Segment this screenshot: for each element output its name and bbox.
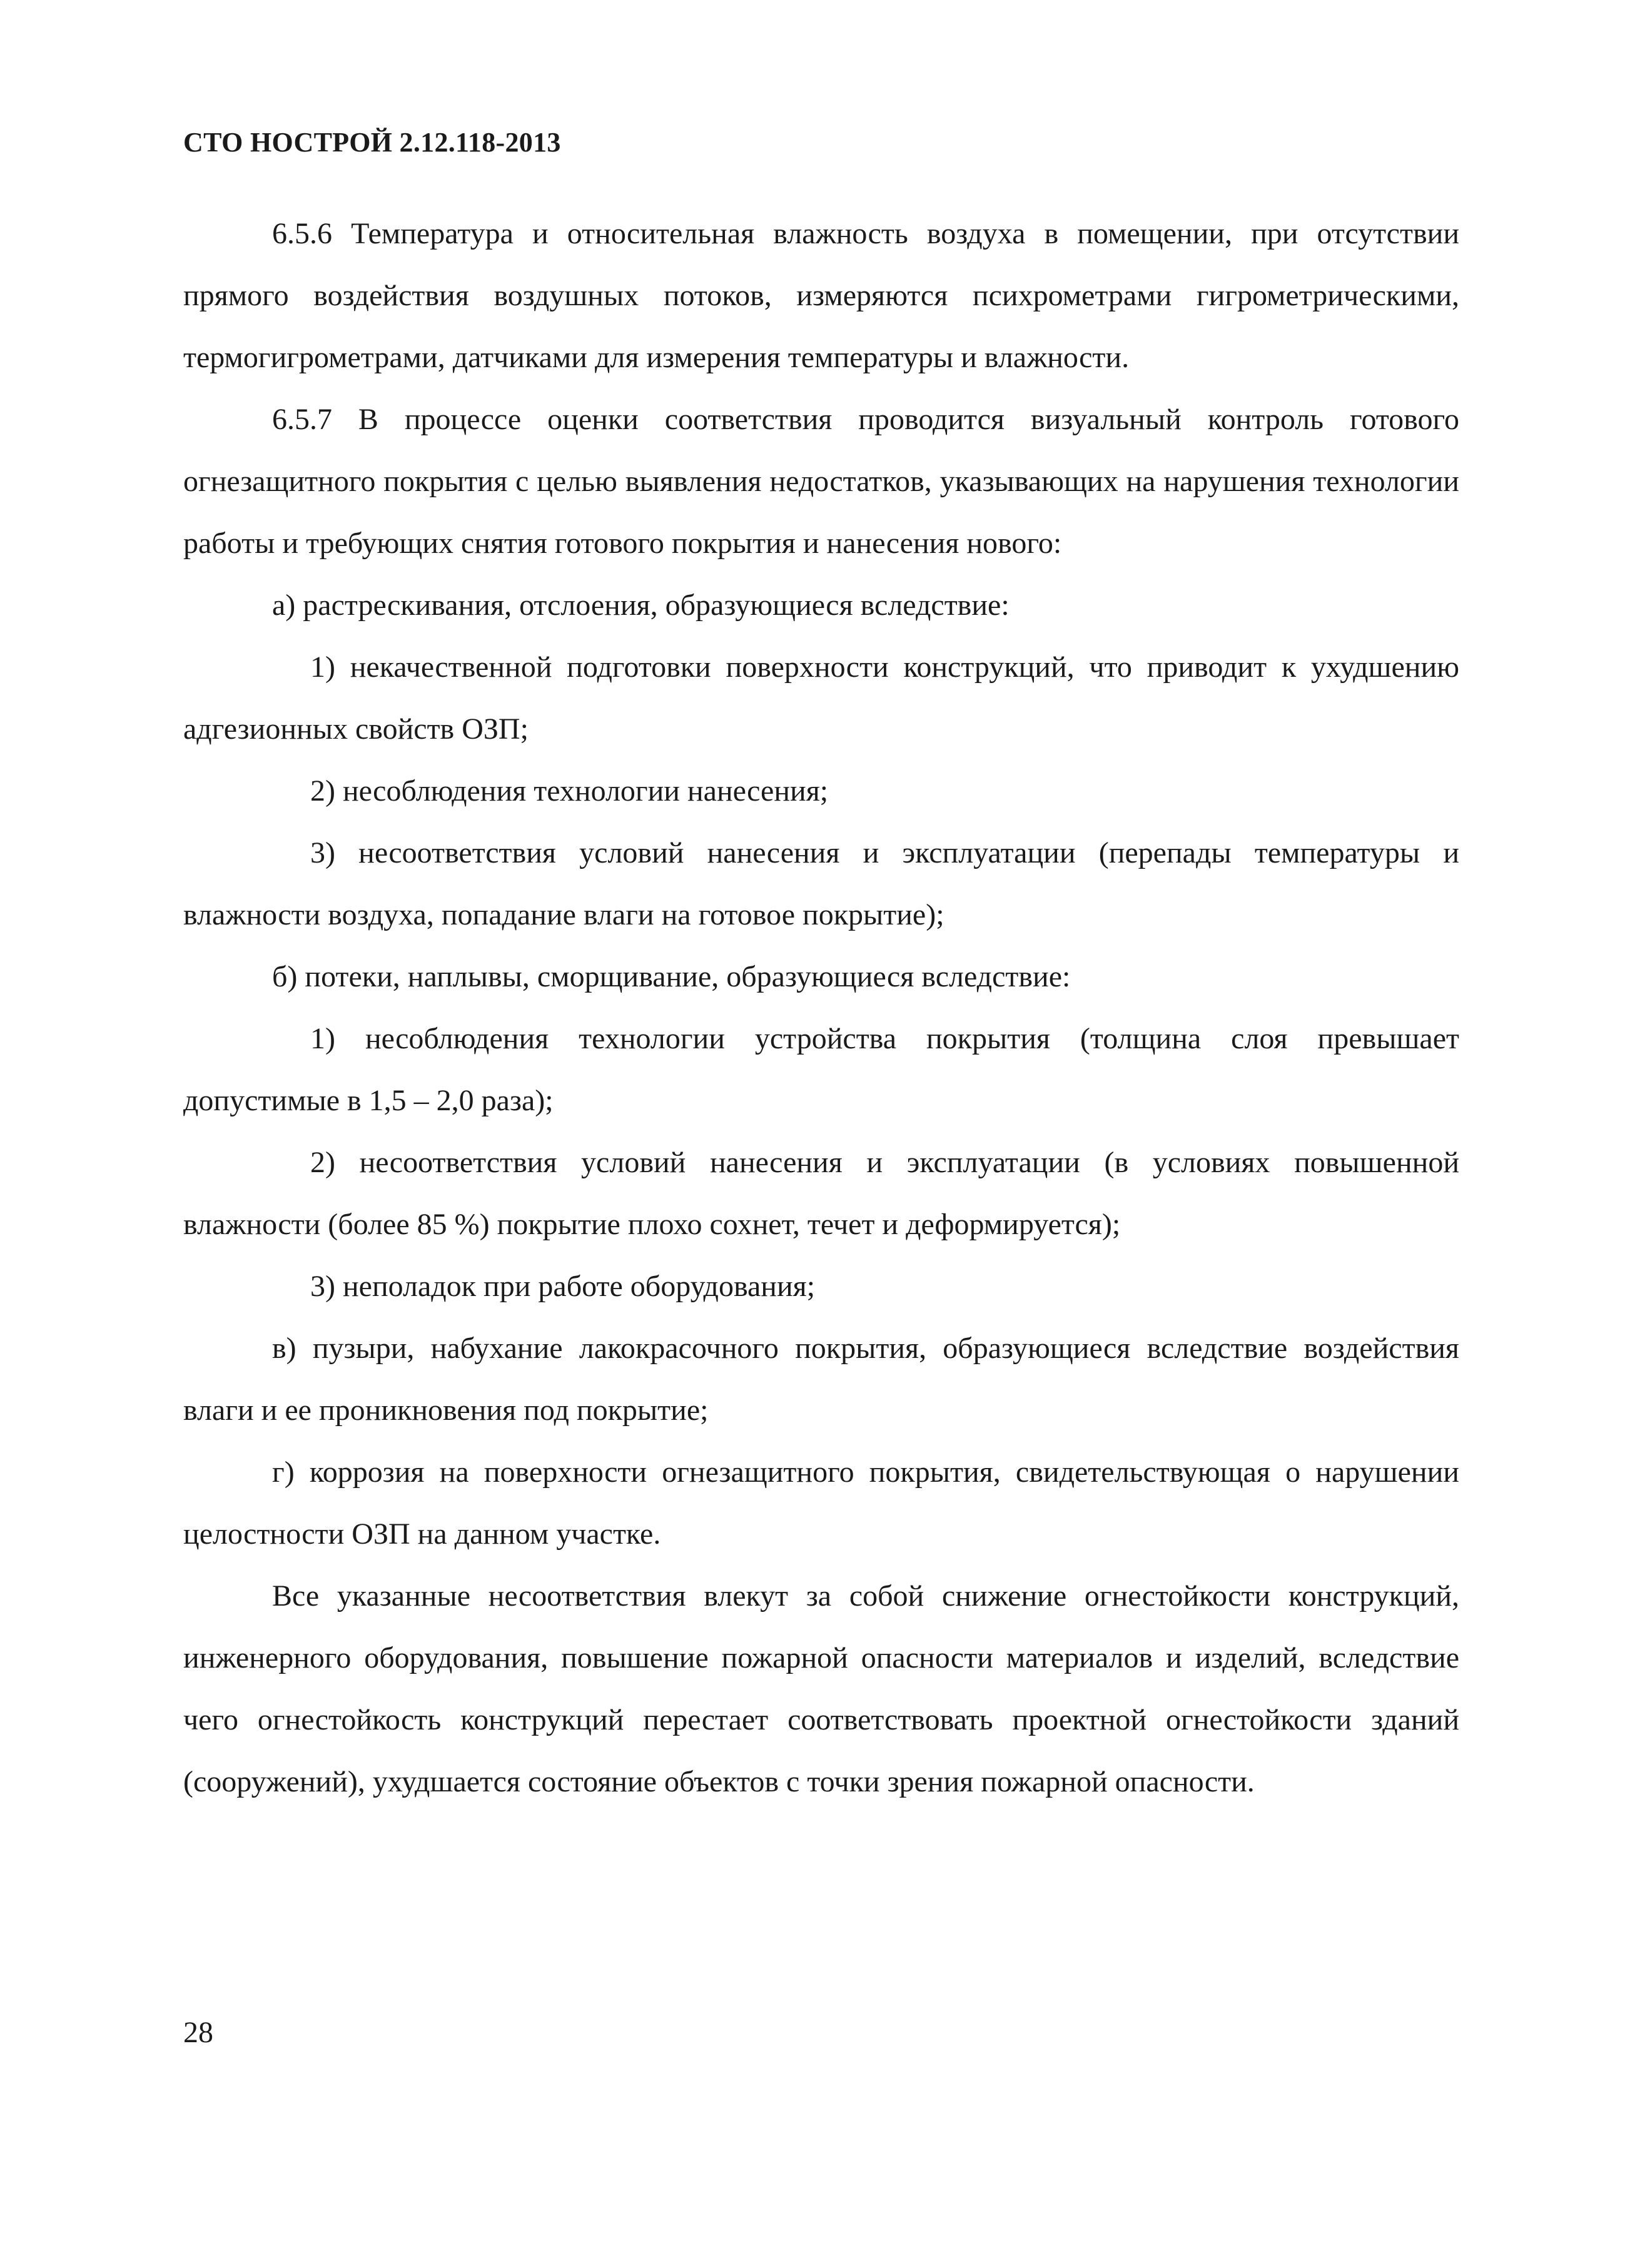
list-item-v: в) пузыри, набухание лакокрасочного покрытия, образующиеся вследствие воздействия влаги и ее проникновения под покрытие;	[183, 1332, 1459, 1427]
document-body	[183, 203, 1459, 1813]
document-header: СТО НОСТРОЙ 2.12.118-2013	[183, 127, 561, 158]
list-item-a-2: 2) несоблюдения технологии нанесения;	[310, 774, 829, 807]
paragraph-summary: Все указанные несоответствия влекут за собой снижение огнестойкости конструкций, инженерного оборудования, повышение пожарной опасности материалов и изделий, вследствие чего огнестойкость конструкций перестает соответствовать проектной огнестойкости зданий (сооружений), ухудшается состояние объектов с точки зрения пожарной опасности.	[183, 1579, 1459, 1798]
page-number: 28	[183, 2016, 213, 2049]
paragraph-6-5-6: 6.5.6 Температура и относительная влажность воздуха в помещении, при отсутствии прямого воздействия воздушных потоков, измеряются психрометрами гигрометрическими, термогигрометрами, датчиками для измерения температуры и влажности.	[183, 217, 1459, 374]
paragraph-6-5-7: 6.5.7 В процессе оценки соответствия проводится визуальный контроль готового огнезащитного покрытия с целью выявления недостатков, указывающих на нарушения технологии работы и требующих снятия готового покрытия и нанесения нового:	[183, 403, 1459, 560]
list-item-b: б) потеки, наплывы, сморщивание, образующиеся вследствие:	[272, 960, 1071, 993]
list-item-a: а) растрескивания, отслоения, образующиеся вследствие:	[272, 589, 1010, 622]
list-item-b-2: 2) несоответствия условий нанесения и эксплуатации (в условиях повышенной влажности (более 85 %) покрытие плохо сохнет, течет и деформируется);	[183, 1146, 1459, 1241]
list-item-b-3: 3) неполадок при работе оборудования;	[310, 1270, 816, 1303]
list-item-g: г) коррозия на поверхности огнезащитного покрытия, свидетельствующая о нарушении целостности ОЗП на данном участке.	[183, 1455, 1459, 1551]
list-item-b-1: 1) несоблюдения технологии устройства покрытия (толщина слоя превышает допустимые в 1,5 – 2,0 раза);	[183, 1022, 1459, 1117]
list-item-a-1: 1) некачественной подготовки поверхности конструкций, что приводит к ухудшению адгезионных свойств ОЗП;	[183, 651, 1459, 746]
list-item-a-3: 3) несоответствия условий нанесения и эксплуатации (перепады температуры и влажности воздуха, попадание влаги на готовое покрытие);	[183, 836, 1459, 931]
